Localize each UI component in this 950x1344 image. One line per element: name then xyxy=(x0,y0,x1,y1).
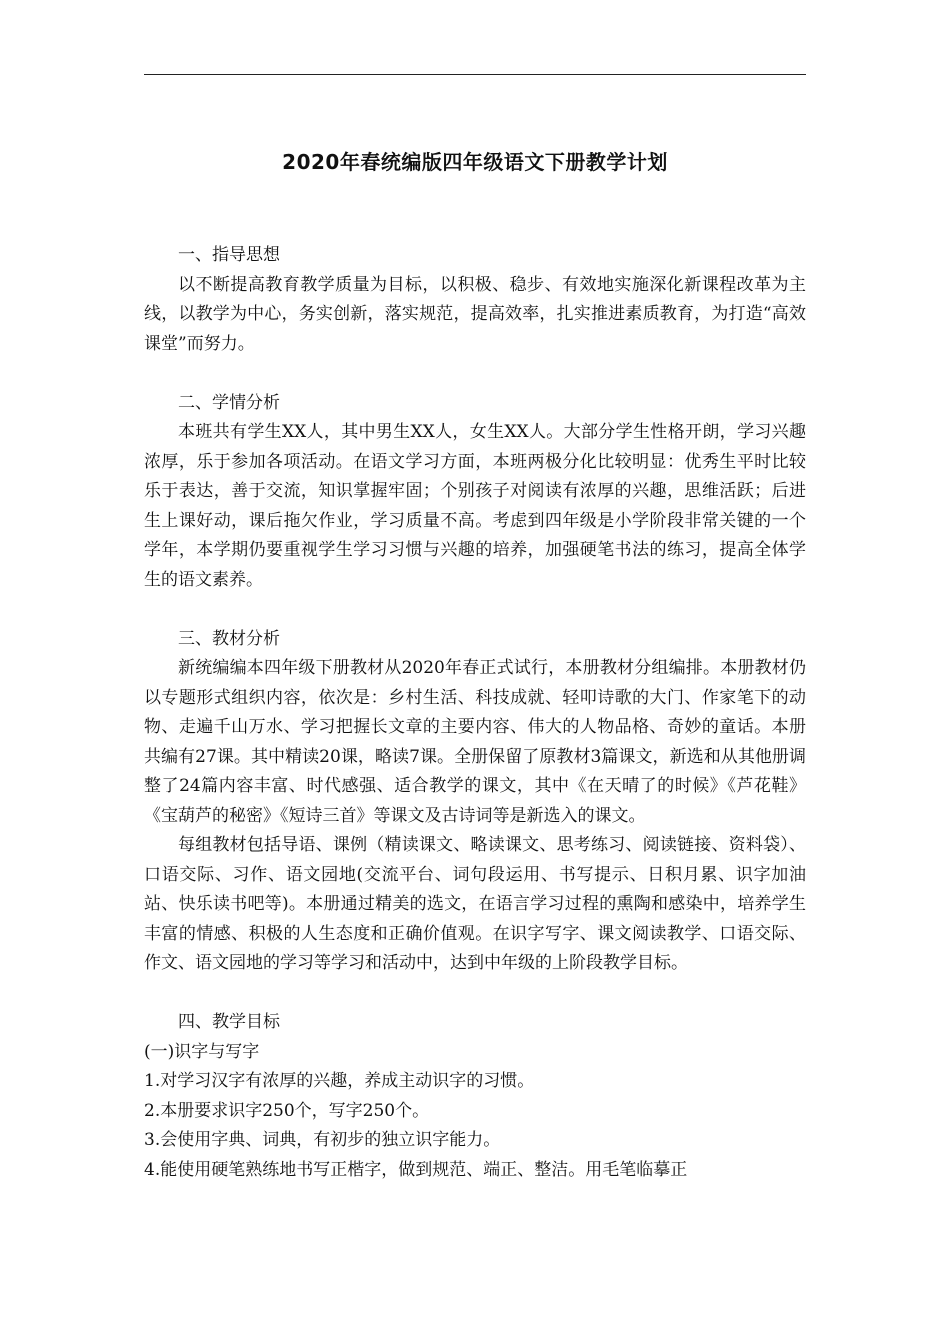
paragraph: 每组教材包括导语、课例（精读课文、略读课文、思考练习、阅读链接、资料袋）、口语交际、习作、语文园地(交流平台、词句段运用、书写提示、日积月累、识字加油站、快乐读书吧等)。本册通过精美的选文，在语言学习过程的熏陶和感染中，培养学生丰富的情感、积极的人生态度和正确价值观。在识字写字、课文阅读教学、口语交际、作文、语文园地的学习等学习和活动中，达到中年级的上阶段教学目标。 xyxy=(144,835,806,973)
section-heading: 一、指导思想 xyxy=(178,245,280,265)
section-heading: 二、学情分析 xyxy=(178,392,280,413)
paragraph: 以不断提高教育教学质量为目标，以积极、稳步、有效地实施深化新课程改革为主线，以教学为中心，务实创新，落实规范，提高效率，扎实推进素质教育，为打造“高效课堂”而努力。 xyxy=(144,274,806,354)
paragraph: 新统编编本四年级下册教材从2020年春正式试行，本册教材分组编排。本册教材仍以专题形式组织内容，依次是：乡村生活、科技成就、轻叩诗歌的大门、作家笔下的动物、走遍千山万水、学习把握长文章的主要内容、伟大的人物品格、奇妙的童话。本册共编有27课。其中精读20课，略读7课。全册保留了原教材3篇课文，新选和从其他册调整了24篇内容丰富、时代感强、适合教学的课文，其中《在天晴了的时候》《芦花鞋》《宝葫芦的秘密》《短诗三首》等课文及古诗词等是新选入的课文。 xyxy=(144,658,806,826)
section-guiding-ideology xyxy=(144,241,806,359)
document-body xyxy=(144,241,806,1215)
section-textbook-analysis xyxy=(144,625,806,979)
section-student-analysis xyxy=(144,389,806,596)
list-item: 2.本册要求识字250个，写字250个。 xyxy=(144,1100,430,1121)
paragraph: 本班共有学生XX人，其中男生XX人，女生XX人。大部分学生性格开朗，学习兴趣浓厚，乐于参加各项活动。在语文学习方面，本班两极分化比较明显：优秀生平时比较乐于表达，善于交流，知识掌握牢固；个别孩子对阅读有浓厚的兴趣，思维活跃；后进生上课好动，课后拖欠作业，学习质量不高。考虑到四年级是小学阶段非常关键的一个学年，本学期仍要重视学生学习习惯与兴趣的培养，加强硬笔书法的练习，提高全体学生的语文素养。 xyxy=(144,422,806,590)
subsection-heading: (一)识字与写字 xyxy=(144,1041,260,1062)
document-title: 2020年春统编版四年级语文下册教学计划 xyxy=(282,150,668,174)
list-item: 4.能使用硬笔熟练地书写正楷字，做到规范、端正、整洁。用毛笔临摹正 xyxy=(144,1159,688,1180)
header-rule xyxy=(144,74,806,75)
section-heading: 三、教材分析 xyxy=(178,628,280,649)
list-item: 3.会使用字典、词典，有初步的独立识字能力。 xyxy=(144,1130,501,1150)
section-heading: 四、教学目标 xyxy=(178,1012,280,1032)
list-item: 1.对学习汉字有浓厚的兴趣，养成主动识字的习惯。 xyxy=(144,1071,535,1091)
section-teaching-goals xyxy=(144,1008,806,1185)
